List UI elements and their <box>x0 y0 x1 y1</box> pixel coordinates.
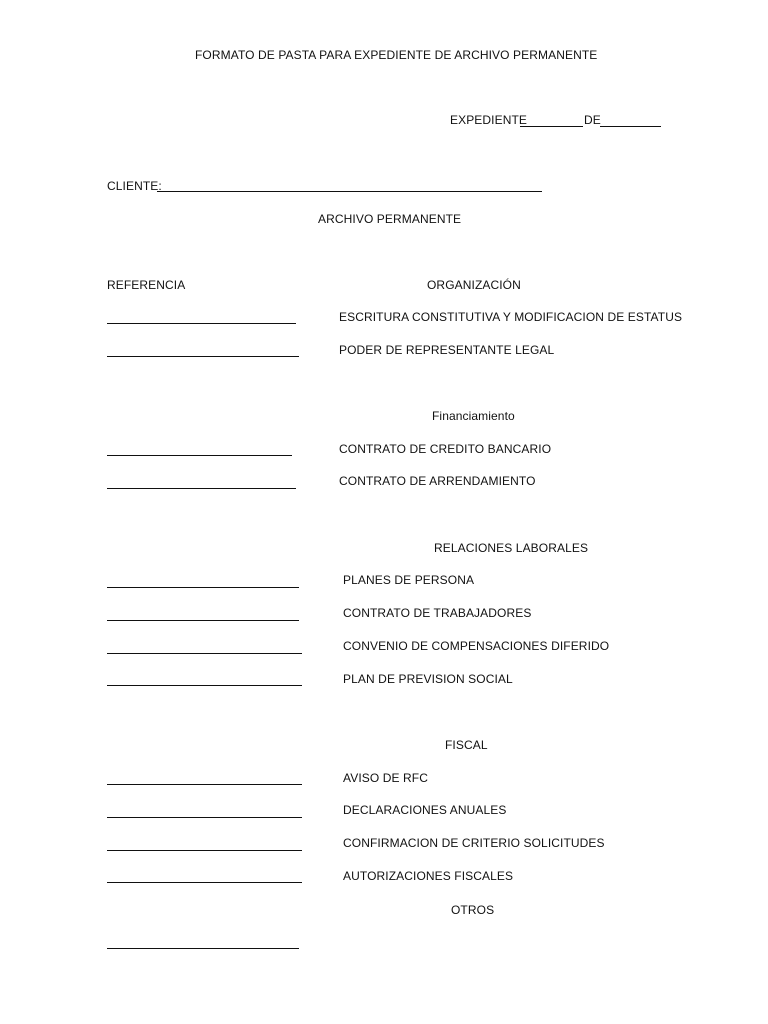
item-label: AUTORIZACIONES FISCALES <box>343 869 514 883</box>
section-heading-financiamiento: Financiamiento <box>432 409 515 423</box>
item-label: CONFIRMACION DE CRITERIO SOLICITUDES <box>343 836 605 850</box>
reference-field[interactable] <box>107 455 292 456</box>
expediente-field[interactable] <box>520 126 583 127</box>
cliente-field[interactable] <box>157 191 542 192</box>
item-label: PLAN DE PREVISION SOCIAL <box>343 672 513 686</box>
item-label: CONTRATO DE TRABAJADORES <box>343 606 532 620</box>
reference-field[interactable] <box>107 685 302 686</box>
reference-field[interactable] <box>107 323 296 324</box>
reference-field[interactable] <box>107 587 299 588</box>
item-label: PODER DE REPRESENTANTE LEGAL <box>339 343 555 357</box>
item-label: ESCRITURA CONSTITUTIVA Y MODIFICACION DE ESTATUS <box>339 310 683 324</box>
reference-field[interactable] <box>107 948 299 949</box>
item-label: PLANES DE PERSONA <box>343 573 475 587</box>
reference-field[interactable] <box>107 356 299 357</box>
reference-field[interactable] <box>107 882 302 883</box>
document-title: FORMATO DE PASTA PARA EXPEDIENTE DE ARCHIVO PERMANENTE <box>195 48 598 62</box>
reference-field[interactable] <box>107 817 302 818</box>
item-label: DECLARACIONES ANUALES <box>343 803 507 817</box>
item-label: CONVENIO DE COMPENSACIONES DIFERIDO <box>343 639 610 653</box>
item-label: AVISO DE RFC <box>343 771 428 785</box>
de-field[interactable] <box>600 126 661 127</box>
section-heading-otros: OTROS <box>451 903 495 917</box>
expediente-label: EXPEDIENTE <box>450 113 528 127</box>
reference-field[interactable] <box>107 850 302 851</box>
item-label: CONTRATO DE CREDITO BANCARIO <box>339 442 552 456</box>
de-label: DE <box>584 113 601 127</box>
reference-field[interactable] <box>107 488 296 489</box>
archivo-permanente-heading: ARCHIVO PERMANENTE <box>318 212 462 226</box>
cliente-label: CLIENTE: <box>107 179 162 193</box>
item-label: CONTRATO DE ARRENDAMIENTO <box>339 474 536 488</box>
reference-field[interactable] <box>107 653 302 654</box>
section-heading-relaciones-laborales: RELACIONES LABORALES <box>434 541 589 555</box>
section-heading-organizacion: ORGANIZACIÓN <box>427 278 521 292</box>
reference-field[interactable] <box>107 784 302 785</box>
reference-field[interactable] <box>107 620 299 621</box>
section-heading-fiscal: FISCAL <box>445 738 488 752</box>
referencia-header: REFERENCIA <box>107 278 186 292</box>
